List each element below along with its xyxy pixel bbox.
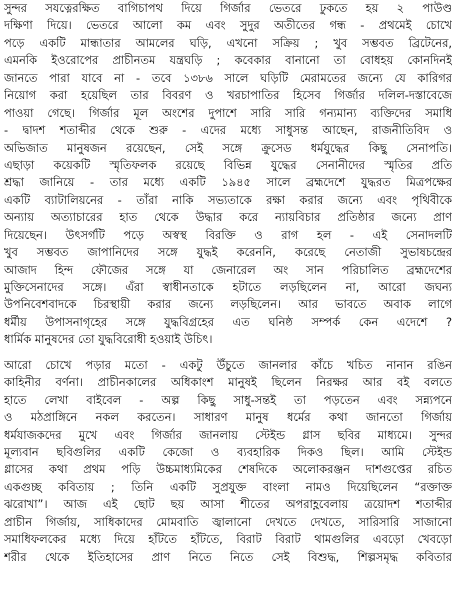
text-line: প্রাচীন গির্জায়, সাধিকাদের মোমবাতি জ্বালানো দেখতে দেখতে, সারিসারি সাজানো xyxy=(4,514,452,529)
text-line: কাহিনীর বর্ণনা। প্রাচীনকালের অধিকাংশ মানুষই ছিলেন নিরক্ষর আর বই বলতে xyxy=(4,375,452,390)
text-line: এছাড়া কয়েকটি স্মৃতিফলক রয়েছে বিভিন্ন যুদ্ধের সেনানীদের স্মৃতির প্রতি xyxy=(4,157,452,172)
text-line: অভিজাত মানুষজন রয়েছেন, সেই সঙ্গে ক্রুসেড ধর্মযুদ্ধের কিছু সেনাপতি। xyxy=(4,140,452,155)
text-line: - দ্বাদশ শতাব্দীর থেকে শুরু - এদের মধ্যে সাধুসন্ত আছেন, রাজনীতিবিদ ও xyxy=(4,123,452,138)
text-line: খুব সম্ভবত জাপানিদের সঙ্গে যুদ্ধই করেননি, করেছে নেতাজী সুভাষচন্দ্রের xyxy=(4,245,452,260)
text-line: হাতে লেখা বাইবেল - অল্প কিছু সাধু-সন্তই তা পড়তেন এবং সন্ন্যপনে xyxy=(4,392,452,407)
text-line: ধর্মযাজকদের মুখে এবং গির্জার জানলায় স্টেইন্ড গ্লাস ছবির মাধ্যমে। সুন্দর xyxy=(4,427,452,442)
text-line: একগুচ্ছ কবিতায় ; তিনি একটি সুপ্রযুক্ত বাংলা নামও দিয়েছিলেন “রক্তাক্ত xyxy=(4,479,452,494)
text-line: অন্যায় অত্যাচারের হাত থেকে উদ্ধার করে ন্যায়বিচার প্রতিষ্ঠার জন্যে প্রাণ xyxy=(4,210,452,225)
text-line: ও মঠপ্রাঙ্গিনে নকল করতেন। সাধারণ মানুষ ধর্মের কথা জানতো গির্জায় xyxy=(4,410,452,425)
text-line: পাওয়া গেছে। গির্জার মূল অংশের দুপাশে সারি সারি গন্যমান্য ব্যক্তিদের সমাধি xyxy=(4,105,452,120)
text-line: ধর্মীয় উপাসনাগৃহের সঙ্গে যুদ্ধবিগ্রহের এত ঘনিষ্ঠ সম্পর্ক কেন এদেশে ? xyxy=(4,314,452,329)
text-line: আরো চোখে পড়ার মতো - একটু উঁচুতে জানলার কাঁচে খচিত নানান রঙিন xyxy=(4,357,452,372)
text-line: দক্ষিণা দিয়ে। ভেতরে আলো কম এবং সুদুর অতীতের গন্ধ - প্রথমেই চোখে xyxy=(4,18,452,33)
text-line: গ্লাসের কথা প্রথম পড়ি উচ্চমাধ্যমিকের শেষদিকে অলোকরঞ্জন দাশগুপ্তের রচিত xyxy=(4,462,452,477)
text-line: একটি ব্যাটালিয়নের - তাঁরা নাকি সভ্যতাকে রক্ষা করার জন্যে এবং পৃথিবীকে xyxy=(4,192,452,207)
paragraph-2 xyxy=(4,357,452,566)
text-line: মূল্যবান ছবিগুলির একটি কেজো ও ব্যবহারিক দিকও ছিল। আমি স্টেইন্ড xyxy=(4,444,452,459)
text-line: মুক্তিসেনাদের সঙ্গে। এঁরা স্বাধীনতাকে হটাতে লড়ছিলেন না, আরো জঘন্য xyxy=(4,280,452,294)
text-line: উপনিবেশবাদকে চিরস্থায়ী করার জন্যে লড়ছিলেন। আর ভাবতে অবাক লাগে xyxy=(4,297,452,312)
text-line: শরীর থেকে ইতিহাসের প্রাণ নিতে নিতে সেই বিশুদ্ধ, শিল্পসমৃদ্ধ কবিতার xyxy=(4,549,452,564)
text-line: দিয়েছেন। উৎসর্গটি পড়ে অস্বস্থ বিরক্তি ও রাগ হল - এই সেনাদলটি xyxy=(4,227,452,242)
text-line: জানতে পারা যাবে না - তবে ১৩৮৬ সালে ঘড়িটি মেরামতের জন্যে যে কারিগর xyxy=(4,70,452,85)
text-line: সমাধিফলকের মধ্যে দিয়ে হাঁটতে হাঁটতে, বিরাট বিরাট থামগুলির এবড়ো খেবড়ো xyxy=(4,532,452,547)
paragraph-gap xyxy=(4,349,452,357)
text-line: এমনকি ইওরোপের প্রাচীনতম যন্ত্রঘড়ি ; কবেকার বানানো তা বোধহয় কোনদিনই xyxy=(4,53,452,68)
text-line: নিয়োগ করা হয়েছিল তার বিবরণ ও খরচাপাতির হিসেব গির্জার দলিল-দস্তাবেজে xyxy=(4,88,452,103)
text-line: ঝরোখা”। আজ এই ছোট ছয় আসা শীতের অপরাহ্ণবেলায় ত্রয়োদশ শতাব্দীর xyxy=(4,497,452,512)
text-line: পড়ে একটি মান্ধাতার আমলের ঘড়ি, এখনো সক্রিয় ; খুব সম্ভবত ব্রিটেনের, xyxy=(4,35,452,50)
text-line: সুন্দর সযত্নেরক্ষিত বাগিচাপথ দিয়ে গির্জার ভেতরে ঢুকতে হয় ২ পাউণ্ড xyxy=(4,1,452,15)
text-line: ধার্মিক মানুষদের তো যুদ্ধবিরোধী হওয়াই উচিৎ। xyxy=(4,332,213,347)
text-line: শ্রদ্ধা জানিয়ে - তার মধ্যে একটি ১৯৪৫ সালে ব্রহ্মদেশে যুদ্ধরত মিত্রপক্ষের xyxy=(4,175,452,190)
paragraph-1 xyxy=(4,0,452,349)
text-line: আজাদ হিন্দ ফৌজের সঙ্গে যা জেনারেল অং সান পরিচালিত ব্রহ্মদেশের xyxy=(4,262,452,277)
